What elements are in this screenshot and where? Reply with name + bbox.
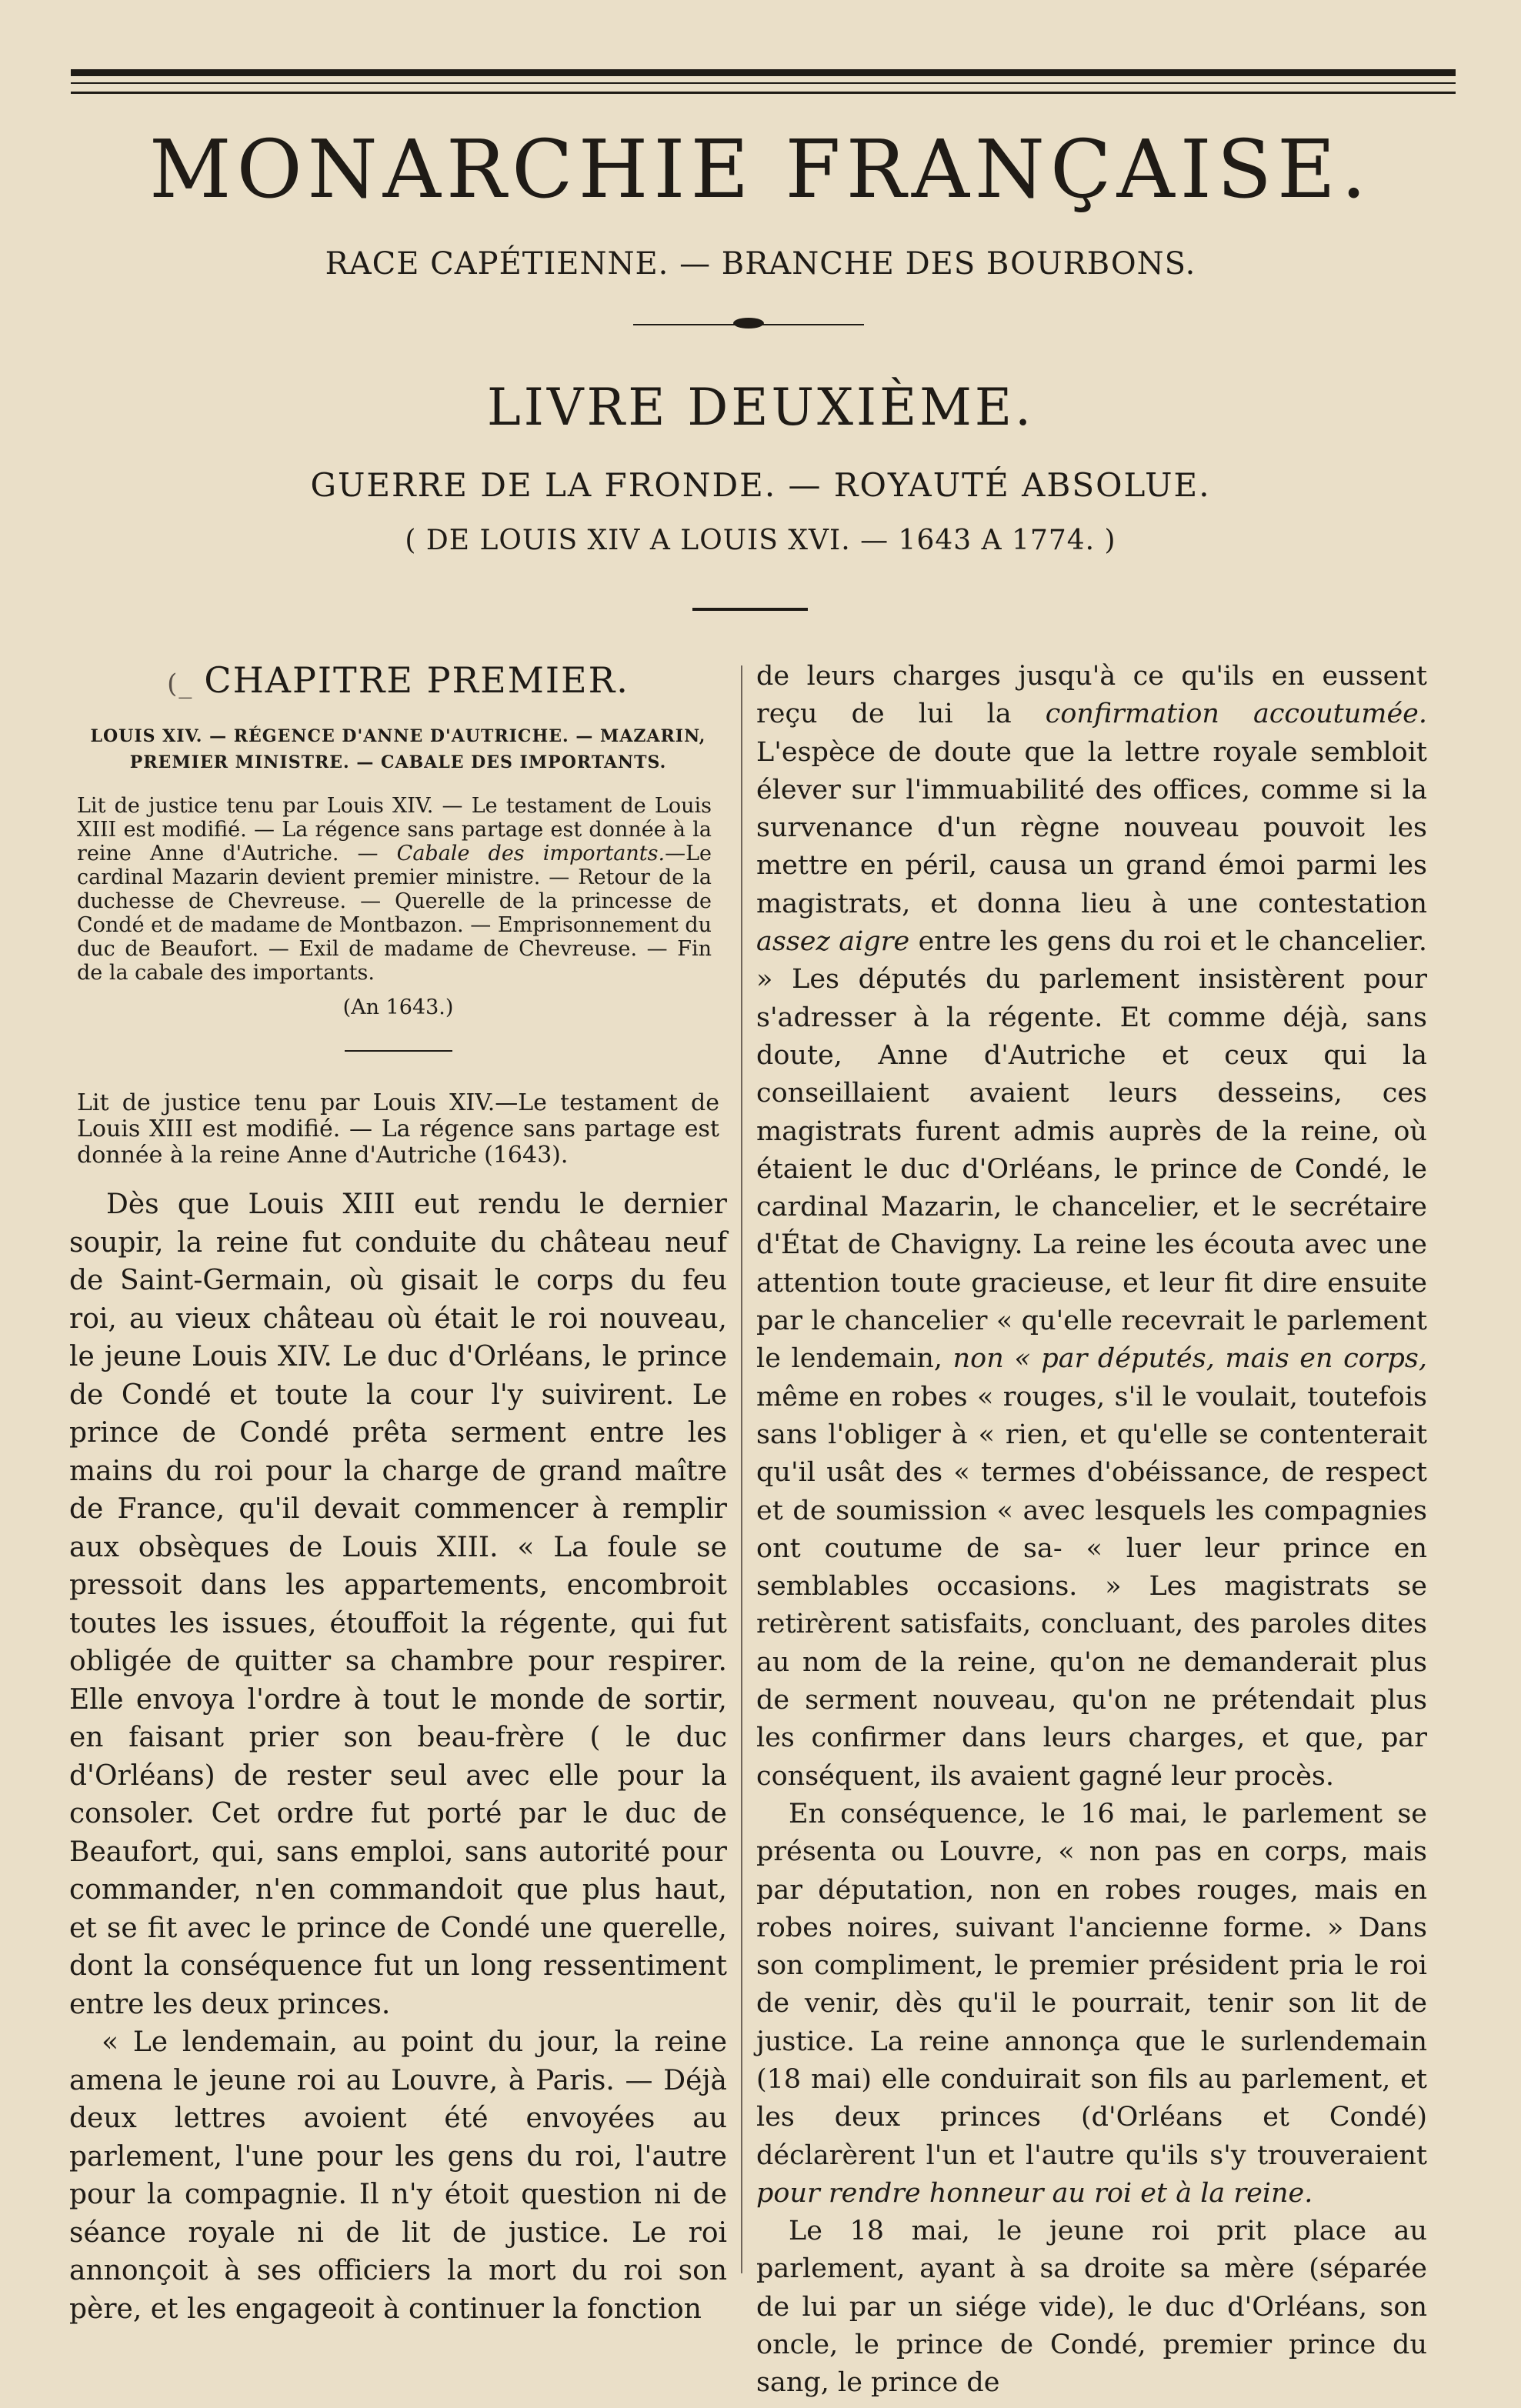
body-paragraph <box>756 658 1427 1796</box>
column-divider <box>741 665 742 2273</box>
body-paragraph <box>756 1796 1427 2213</box>
chapter-title-text: CHAPITRE PREMIER. <box>204 659 629 701</box>
italic-run: confirmation accoutumée. <box>1045 699 1427 730</box>
chapter-summary <box>77 794 712 985</box>
italic-run: assez aigre <box>756 926 910 958</box>
ornament-flourish <box>733 318 764 329</box>
text-run: de leurs charges jusqu'à ce qu'ils en eussent reçu de lui la <box>756 661 1427 730</box>
text-run: L'espèce de doute que la lettre royale sembloit élever sur l'immuabilité des offices, comme si la survenance d'un règne nouveau pouvoit les mettre en péril, causa un grand émoi parmi les magistrats, et donna lieu à une contestation <box>756 736 1427 919</box>
left-column <box>69 658 727 2328</box>
italic-run: non « par députés, mais en corps, <box>952 1343 1427 1375</box>
book-title: LIVRE DEUXIÈME. <box>486 378 1035 437</box>
italic-run: pour rendre honneur au roi et à la reine. <box>756 2177 1313 2209</box>
margin-mark: (_ <box>167 669 194 699</box>
summary-italic: Cabale des importants. <box>396 842 665 865</box>
book-subtitle: GUERRE DE LA FRONDE. — ROYAUTÉ ABSOLUE. <box>310 466 1211 504</box>
section-rule <box>692 608 808 611</box>
chapter-title <box>69 658 727 706</box>
section-lede: Lit de justice tenu par Louis XIV.—Le testament de Louis XIII est modifié. — La régence sans partage est donnée à la reine Anne d'Autriche (1643). <box>77 1089 719 1169</box>
right-column <box>756 658 1427 2403</box>
body-paragraph: Dès que Louis XIII eut rendu le dernier soupir, la reine fut conduite du château neuf de Saint-Germain, où gisait le corps du feu roi, au vieux château où était le roi nouveau, le jeune Louis XIV. Le duc d'Orléans, le prince de Condé et toute la cour l'y suivirent. Le prince de Condé prêta serment entre les mains du roi pour la charge de grand maître de France, qu'il devait commencer à remplir aux obsèques de Louis XIII. « La foule se pressoit dans les appartements, encombroit toutes les issues, étouffoit la régente, qui fut obligée de quitter sa chambre pour respirer. Elle envoya l'ordre à tout le monde de sortir, en faisant prier son beau-frère ( le duc d'Orléans) de rester seul avec elle pour la consoler. Cet ordre fut porté par le duc de Beaufort, qui, sans emploi, sans autorité pour commander, n'en commandoit que plus haut, et se fit avec le prince de Condé une querelle, dont la conséquence fut un long ressentiment entre les deux princes. <box>69 1189 727 2020</box>
ornament-divider <box>633 322 864 328</box>
text-run: même en robes « rouges, s'il le voulait, toutefois sans l'obliger à « rien, et qu'elle se contenterait qu'il usât des « termes d'obéissance, de respect et de soumission « avec lesquels les compagnies ont coutume de sa- « luer leur prince en semblables occasions. » Les magistrats se retirèrent satisfaits, concluant, des paroles dites au nom de la reine, qu'on ne demanderait plus de serment nouveau, qu'on ne prétendait plus les confirmer dans leurs charges, et que, par conséquent, ils avaient gagné leur procès. <box>756 1381 1427 1792</box>
top-double-rule <box>71 69 1456 94</box>
main-title: MONARCHIE FRANÇAISE. <box>148 122 1373 216</box>
body-paragraph: Le 18 mai, le jeune roi prit place au parlement, ayant à sa droite sa mère (séparée de lui par un siége vide), le duc d'Orléans, son oncle, le prince de Condé, premier prince du sang, le prince de <box>756 2216 1427 2399</box>
text-run: entre les gens du roi et le chancelier. » Les députés du parlement insistèrent pour s'adresser à la régente. Et comme déjà, sans doute, Anne d'Autriche et ceux qui la conseillaient avaient leurs desseins, ces magistrats furent admis auprès de la reine, où étaient le duc d'Orléans, le prince de Condé, le cardinal Mazarin, le chancelier, et le secrétaire d'État de Chavigny. La reine les écouta avec une attention toute gracieuse, et leur fit dire ensuite par le chancelier « qu'elle recevrait le parlement le lendemain, <box>756 926 1427 1375</box>
text-run: En conséquence, le 16 mai, le parlement se présenta ou Louvre, « non pas en corps, mais par députation, non en robes rouges, mais en robes noires, suivant l'ancienne forme. » Dans son compliment, le premier président pria le roi de venir, dès qu'il le pourrait, tenir son lit de justice. La reine annonça que le surlendemain (18 mai) elle conduirait son fils au parlement, et les deux princes (d'Orléans et Condé) déclarèrent l'un et l'autre qu'ils s'y trouveraient <box>756 1798 1427 2171</box>
chapter-subtitle: LOUIS XIV. — RÉGENCE D'ANNE D'AUTRICHE. — MAZARIN, PREMIER MINISTRE. — CABALE DES IMPORTANTS. <box>90 726 706 772</box>
book-dates: ( DE LOUIS XIV A LOUIS XVI. — 1643 A 1774. ) <box>405 525 1116 556</box>
summary-year: (An 1643.) <box>342 996 454 1019</box>
body-paragraph: « Le lendemain, au point du jour, la reine amena le jeune roi au Louvre, à Paris. — Déjà deux lettres avoient été envoyées au parlement, l'une pour les gens du roi, l'autre pour la compagnie. Il n'y étoit question ni de séance royale ni de lit de justice. Le roi annonçoit à ses officiers la mort du roi son père, et les engageoit à continuer la fonction <box>69 2026 727 2325</box>
summary-rule <box>345 1050 452 1052</box>
summary-text-b: —Le cardinal Mazarin devient premier ministre. — Retour de la duchesse de Chevreuse. — Querelle de la princesse de Condé et de madame de Montbazon. — Emprisonnement du duc de Beaufort. — Exil de madame de Chevreuse. — Fin de la cabale des importants. <box>77 842 712 985</box>
summary-text-a: Lit de justice tenu par Louis XIV. — Le testament de Louis XIII est modifié. — La régence sans partage est donnée à la reine Anne d'Autriche. — <box>77 794 712 865</box>
race-subtitle: RACE CAPÉTIENNE. — BRANCHE DES BOURBONS. <box>325 246 1196 282</box>
